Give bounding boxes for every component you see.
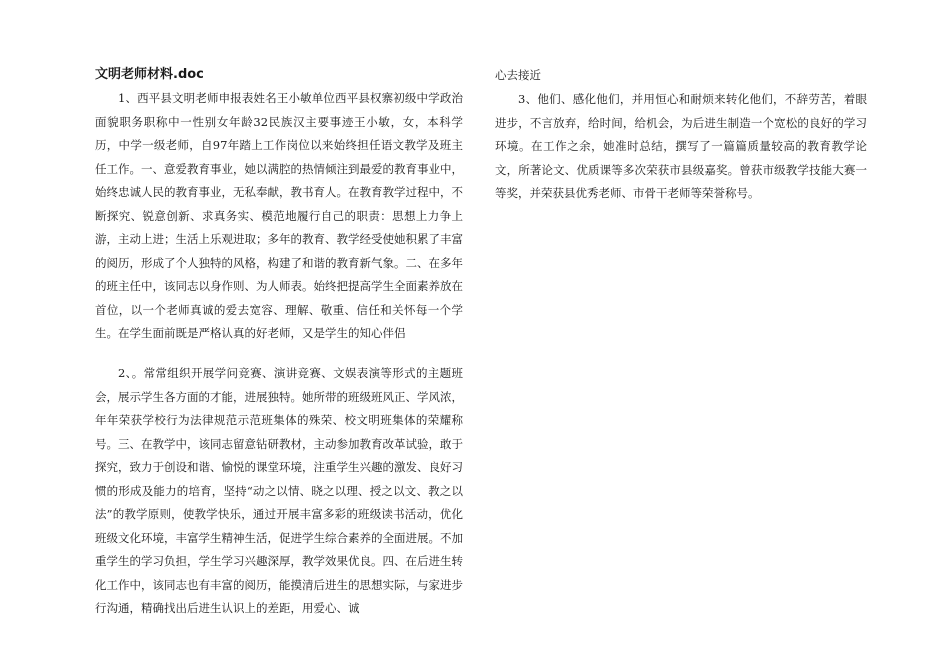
paragraph-1: 1、西平县文明老师申报表姓名王小敏单位西平县权寨初级中学政治面貌职务职称中一性别女年龄32民族汉主要事迹王小敏，女，本科学历，中学一级老师，自97年踏上工作岗位以来始终担任语文教学及班主任工作。一、意爱教育事业，她以满腔的热情倾注到最爱的教育事业中，始终忠诚人民的教育事业，无私奉献，教书育人。在教育教学过程中，不断探究、锐意创新、求真务实、模范地履行自己的职责：思想上力争上游，主动上进；生活上乐观进取；多年的教育、教学经受使她积累了丰富的阅历，形成了个人独特的风格，构建了和谐的教育新气象。二、在多年的班主任中，该同志以身作则、为人师表。始终把提高学生全面素养放在首位，以一个老师真诚的爱去宽容、理解、敬重、信任和关怀每一个学生。在学生面前既是严格认真的好老师，又是学生的知心伴侣 bbox=[95, 91, 463, 340]
document-title: 文明老师材料.doc bbox=[95, 67, 204, 82]
paragraph-3: 3、他们、感化他们，并用恒心和耐烦来转化他们，不辞劳苦，着眼进步，不言放弃，给时间，给机会，为后进生制造一个宽松的良好的学习环境。在工作之余，她准时总结，撰写了一篇篇质量较高的教育教学论文，所著论文、优质课等多次荣获市县级嘉奖。曾获市级教学技能大赛一等奖，并荣获县优秀老师、市骨干老师等荣誉称号。 bbox=[495, 92, 867, 200]
paragraph-2: 2、。常常组织开展学问竞赛、演讲竞赛、文娱表演等形式的主题班会，展示学生各方面的才能，进展独特。她所带的班级班风正、学风浓，年年荣获学校行为法律规范示范班集体的殊荣、校文明班集体的荣耀称号。三、在教学中，该同志留意钻研教材，主动参加教育改革试验，敢于探究，致力于创设和谐、愉悦的课堂环境，注重学生兴趣的激发、良好习惯的形成及能力的培育，坚持“动之以情、晓之以理、授之以文、教之以法”的教学原则，使教学快乐，通过开展丰富多彩的班级读书活动，优化班级文化环境，丰富学生精神生活，促进学生综合素养的全面进展。不加重学生的学习负担，学生学习兴趣深厚，教学效果优良。四、在后进生转化工作中，该同志也有丰富的阅历，能摸清后进生的思想实际，与家进步行沟通，精确找出后进生认识上的差距，用爱心、诚 bbox=[95, 366, 463, 615]
paragraph-continuation: 心去接近 bbox=[495, 68, 541, 82]
